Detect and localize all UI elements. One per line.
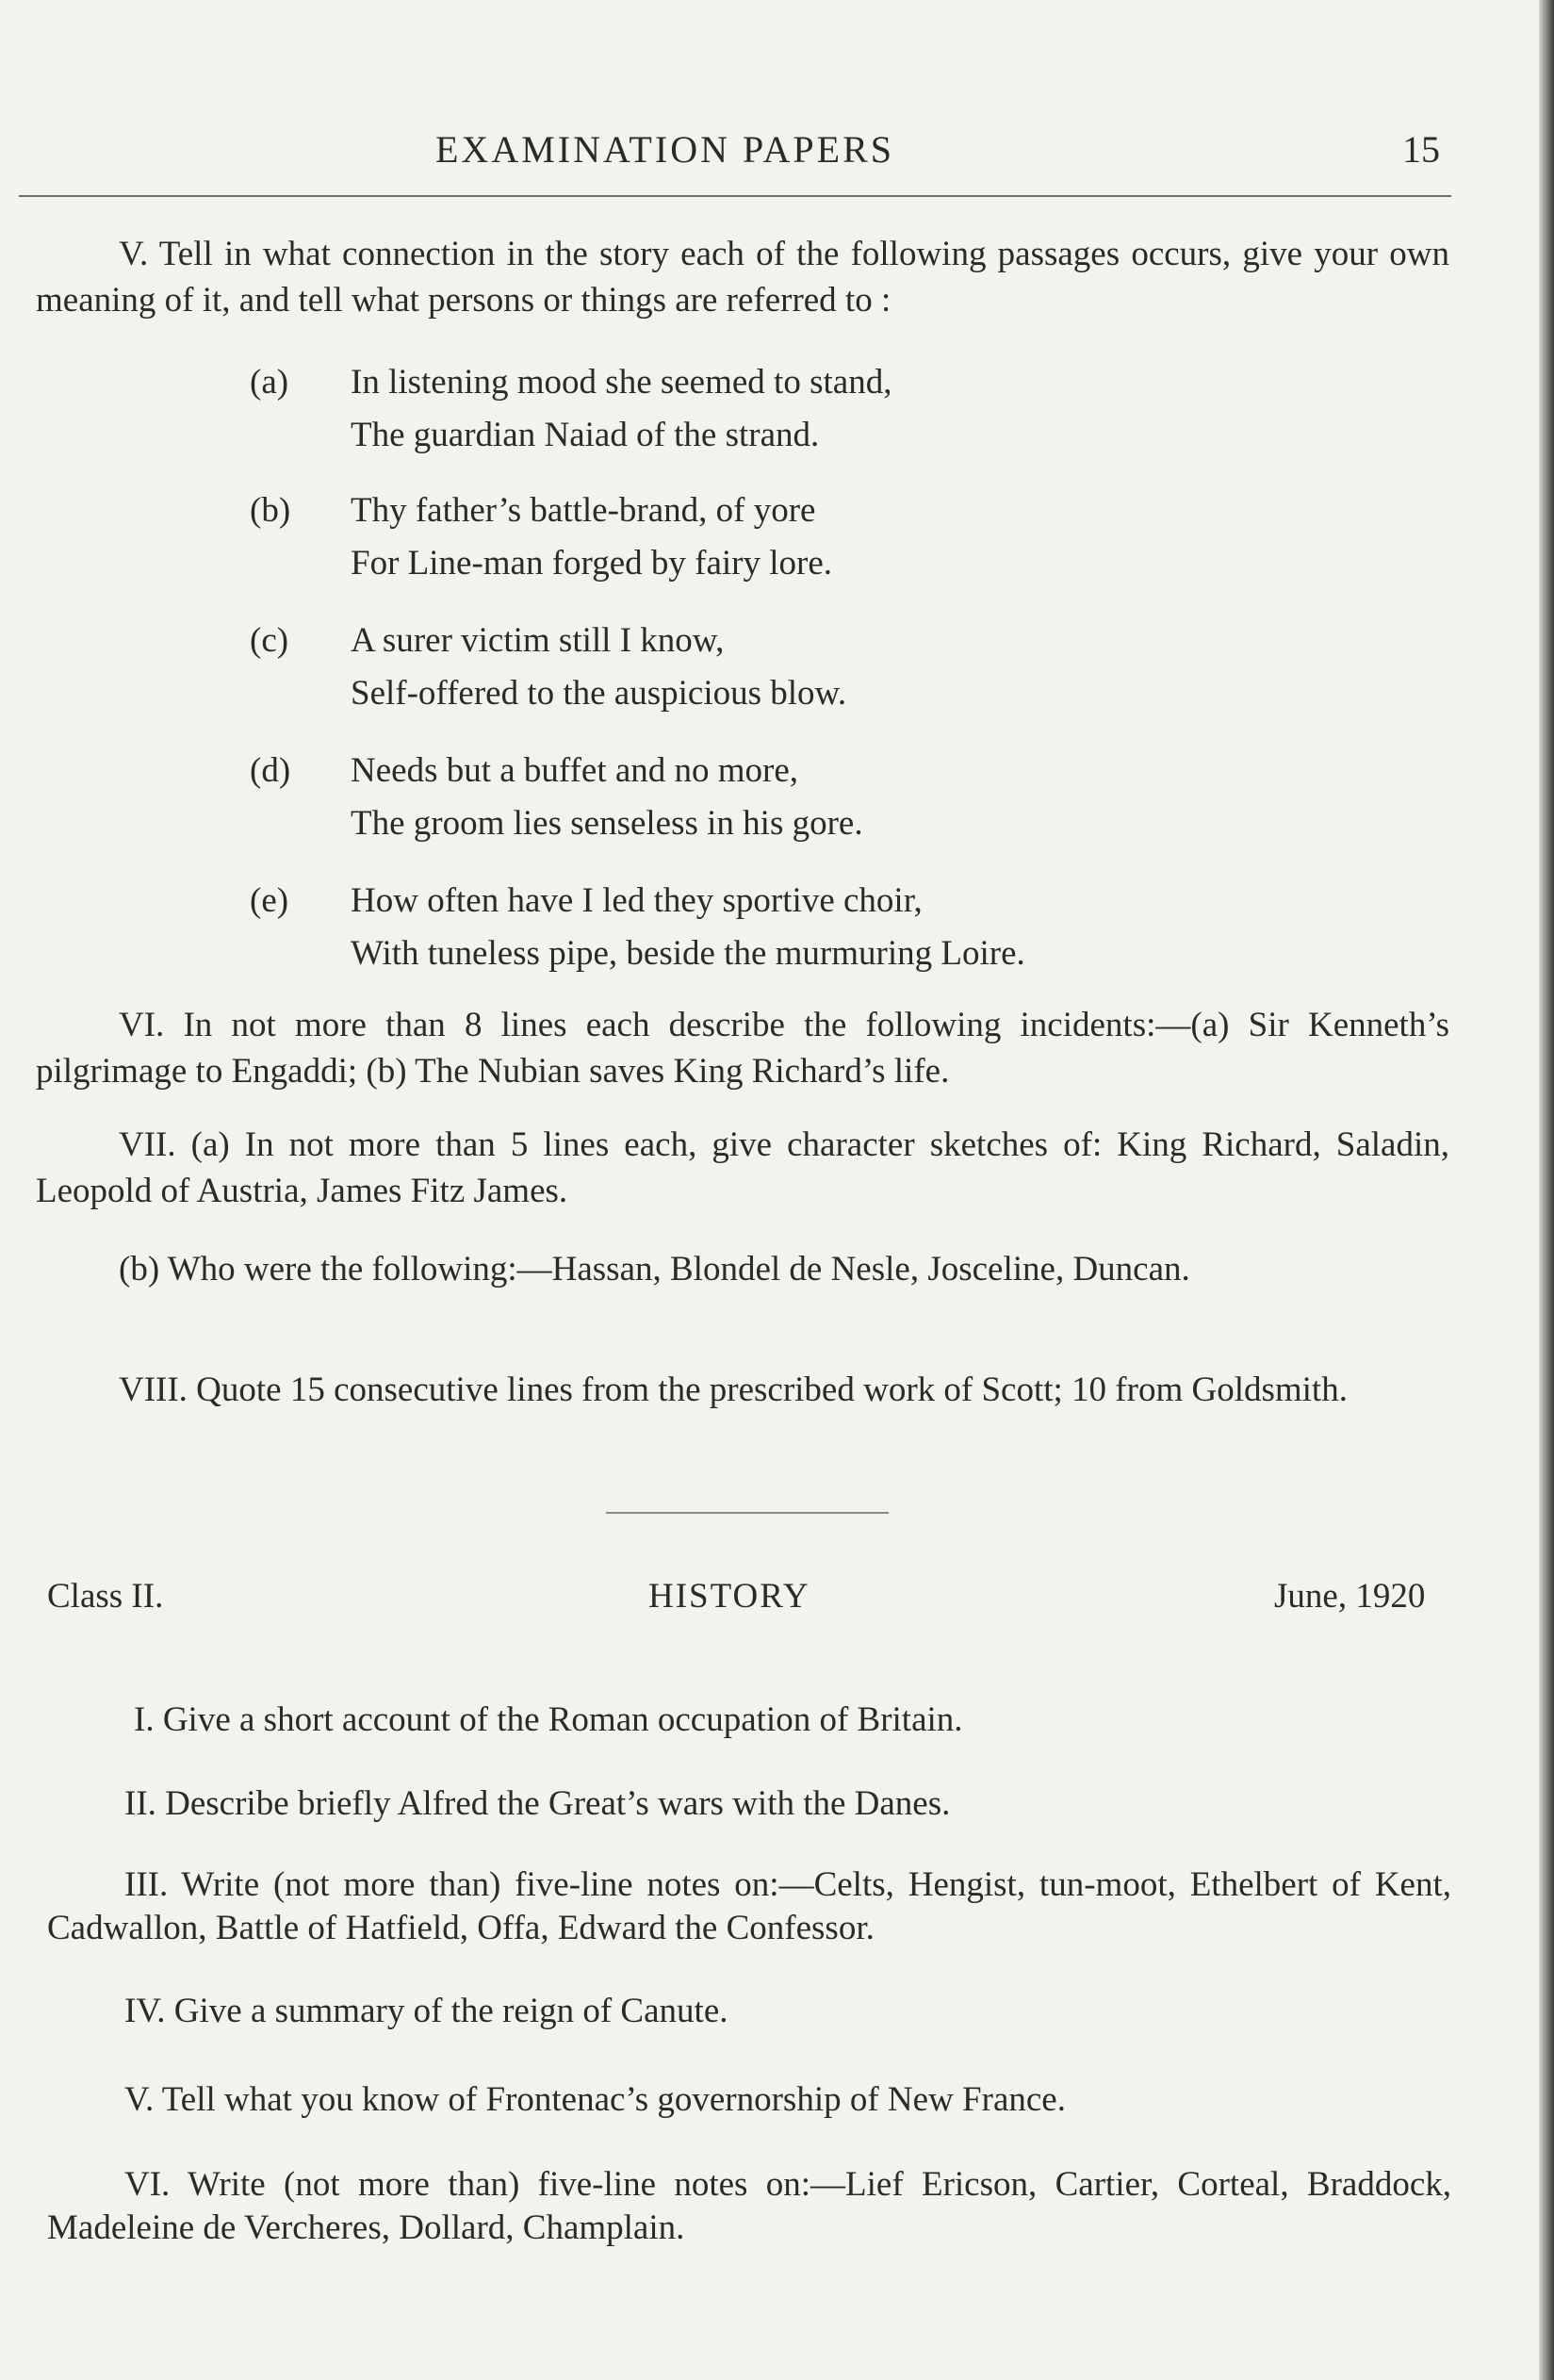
passage-line: For Line-man forged by fairy lore. — [351, 544, 832, 583]
class-label: Class II. — [47, 1577, 164, 1616]
passage-letter: (c) — [250, 621, 289, 660]
question-8-text: VIII. Quote 15 consecutive lines from the prescribed work of Scott; 10 from Goldsmith. — [119, 1371, 1348, 1409]
running-title: EXAMINATION PAPERS — [435, 128, 895, 171]
history-question-3 — [47, 1863, 1451, 1950]
passage-letter: (a) — [250, 363, 289, 402]
question-7a — [36, 1122, 1449, 1214]
passage-letter: (b) — [250, 491, 291, 530]
page-edge-shadow — [1539, 0, 1554, 2380]
history-question-text: IV. Give a summary of the reign of Canute. — [124, 1992, 728, 2030]
page-number: 15 — [1402, 128, 1440, 171]
section-divider — [606, 1512, 889, 1514]
question-8 — [36, 1367, 1449, 1413]
history-question-text: III. Write (not more than) five-line notes on:—Celts, Hengist, tun-moot, Ethelbert of Kent, Cadwallon, Battle of Hatfield, Offa, Edward the Confessor. — [47, 1865, 1451, 1947]
running-head — [0, 127, 1554, 184]
history-question-6 — [47, 2163, 1451, 2250]
passage-line: Self-offered to the auspicious blow. — [351, 674, 847, 713]
question-5 — [36, 231, 1449, 323]
passage-line: A surer victim still I know, — [351, 621, 725, 660]
passage-line: How often have I led they sportive choir, — [351, 881, 923, 920]
passage-line: The groom lies senseless in his gore. — [351, 804, 863, 843]
section-title: HISTORY — [648, 1577, 810, 1616]
history-question-text: II. Describe briefly Alfred the Great’s wars with the Danes. — [124, 1784, 951, 1823]
question-6 — [36, 1002, 1449, 1094]
question-5-text: V. Tell in what connection in the story each of the following passages occurs, give your own meaning of it, and tell what persons or things are referred to : — [36, 235, 1449, 320]
passage-line: Thy father’s battle-brand, of yore — [351, 491, 816, 530]
question-6-text: VI. In not more than 8 lines each describe the following incidents:—(a) Sir Kenneth’s pilgrimage to Engaddi; (b) The Nubian saves King Richard’s life. — [36, 1006, 1449, 1091]
passage-line: In listening mood she seemed to stand, — [351, 363, 892, 402]
question-7a-text: VII. (a) In not more than 5 lines each, give character sketches of: King Richard, Saladin, Leopold of Austria, James Fitz James. — [36, 1125, 1449, 1210]
header-rule — [19, 195, 1451, 197]
question-7b — [36, 1246, 1449, 1292]
history-heading — [0, 1576, 1554, 1623]
passage-letter: (d) — [250, 751, 291, 790]
exam-date: June, 1920 — [1274, 1577, 1426, 1616]
question-7b-text: (b) Who were the following:—Hassan, Blondel de Nesle, Josceline, Duncan. — [119, 1250, 1190, 1288]
history-question-2 — [47, 1782, 1451, 1826]
history-question-text: V. Tell what you know of Frontenac’s governorship of New France. — [124, 2080, 1066, 2119]
history-question-text: I. Give a short account of the Roman occupation of Britain. — [134, 1700, 963, 1739]
history-question-4 — [47, 1990, 1451, 2033]
passage-letter: (e) — [250, 881, 289, 920]
passage-line: The guardian Naiad of the strand. — [351, 416, 820, 454]
history-question-text: VI. Write (not more than) five-line notes on:—Lief Ericson, Cartier, Corteal, Braddock, Madeleine de Vercheres, Dollard, Champlain. — [47, 2165, 1451, 2247]
passage-line: Needs but a buffet and no more, — [351, 751, 799, 790]
history-question-5 — [47, 2078, 1451, 2122]
history-question-1 — [47, 1699, 1451, 1742]
passage-line: With tuneless pipe, beside the murmuring Loire. — [351, 934, 1025, 973]
